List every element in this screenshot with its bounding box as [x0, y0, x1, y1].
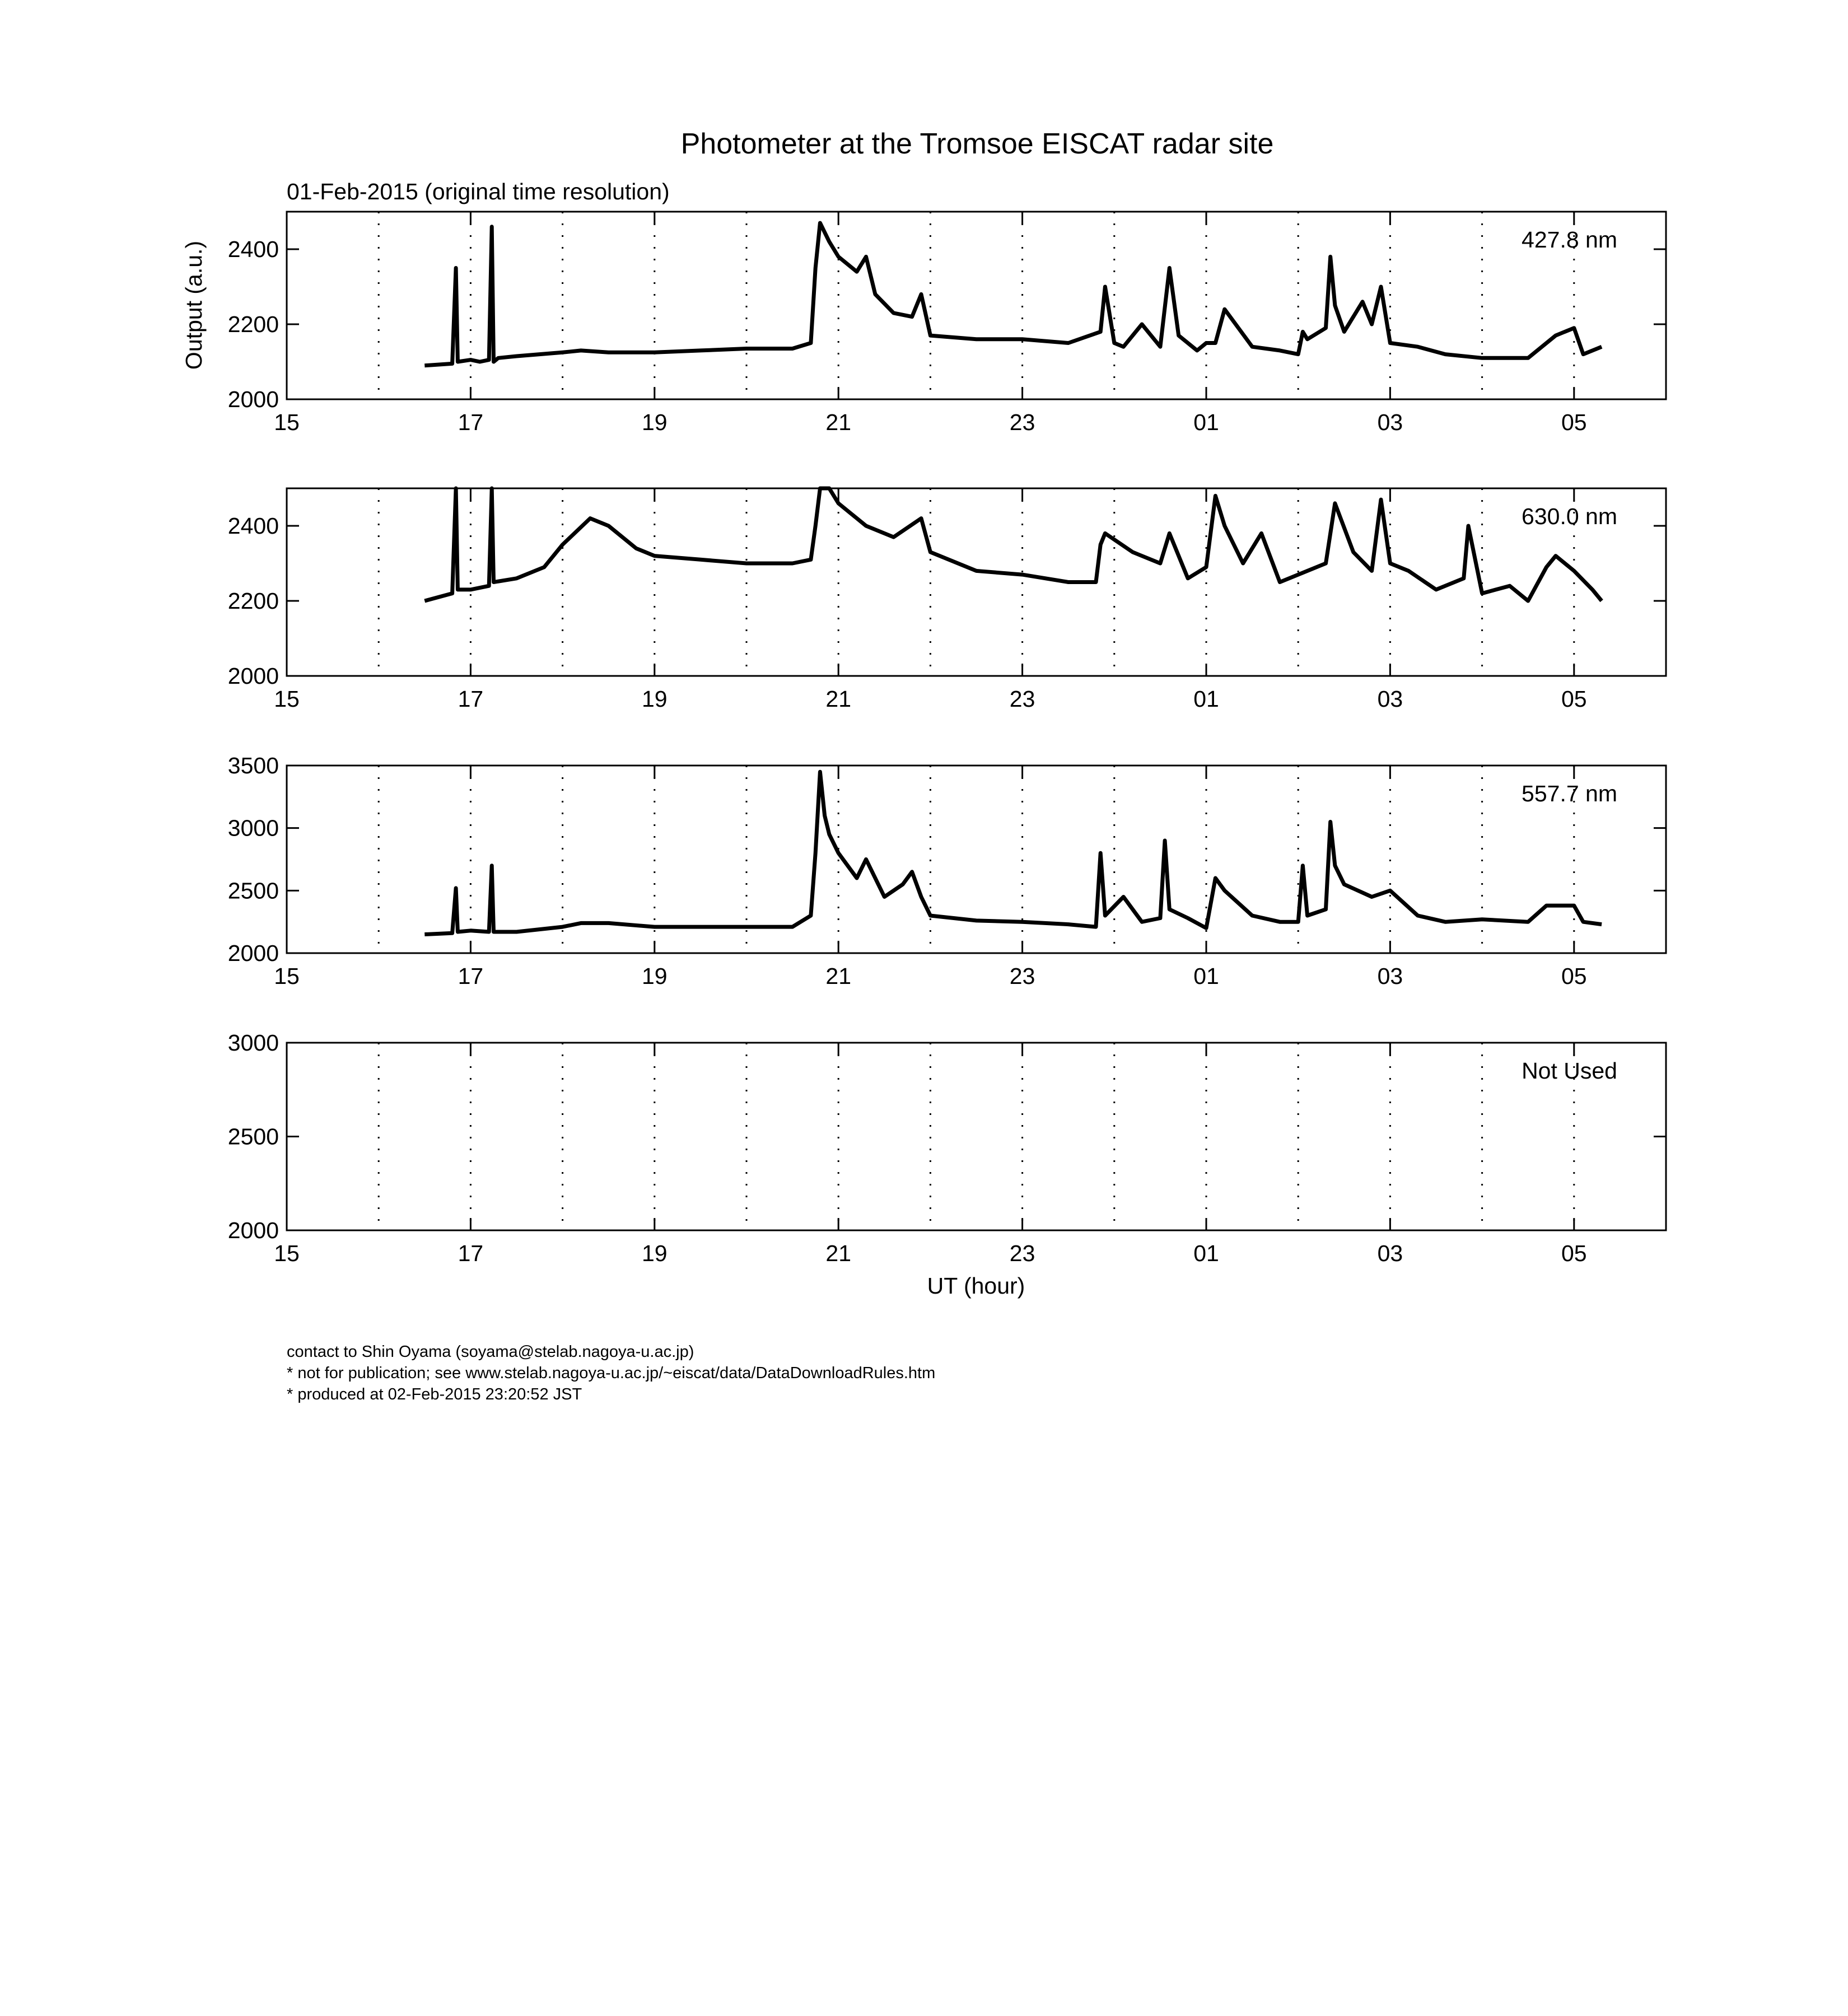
y-tick-label: 2400 [227, 236, 279, 262]
series-line [424, 223, 1602, 366]
x-tick-label: 15 [274, 1240, 300, 1266]
x-tick-label: 05 [1561, 409, 1587, 435]
series-line [424, 488, 1602, 601]
x-tick-label: 17 [458, 686, 484, 712]
y-tick-label: 2000 [227, 1217, 279, 1243]
x-tick-label: 23 [1009, 686, 1035, 712]
x-tick-label: 21 [825, 963, 852, 989]
panel-630-0-nm [228, 488, 1666, 712]
panel-427-8-nm [228, 212, 1666, 435]
x-tick-label: 17 [458, 963, 484, 989]
x-tick-label: 05 [1561, 963, 1587, 989]
x-tick-label: 17 [458, 409, 484, 435]
x-axis-label: UT (hour) [927, 1273, 1025, 1299]
footer-produced-at: * produced at 02-Feb-2015 23:20:52 JST [287, 1385, 582, 1403]
x-tick-label: 03 [1377, 963, 1403, 989]
x-tick-label: 23 [1009, 963, 1035, 989]
footer-notes [0, 1341, 1848, 1408]
chart-subtitle: 01-Feb-2015 (original time resolution) [287, 179, 670, 204]
x-tick-label: 15 [274, 409, 300, 435]
x-tick-label: 01 [1193, 409, 1219, 435]
x-tick-label: 15 [274, 686, 300, 712]
band-label: 557.7 nm [1522, 781, 1617, 806]
x-tick-label: 15 [274, 963, 300, 989]
series-line [424, 772, 1602, 934]
x-tick-label: 01 [1193, 1240, 1219, 1266]
footer-publication-note: * not for publication; see www.stelab.nagoya-u.ac.jp/~eiscat/data/DataDownloadRules.htm [287, 1364, 936, 1382]
x-tick-label: 03 [1377, 686, 1403, 712]
x-tick-label: 19 [641, 963, 668, 989]
y-tick-label: 2200 [227, 588, 279, 614]
y-tick-label: 2200 [227, 311, 279, 337]
y-tick-label: 3000 [227, 815, 279, 841]
x-tick-label: 05 [1561, 1240, 1587, 1266]
chart-title: Photometer at the Tromsoe EISCAT radar site [680, 128, 1274, 160]
band-label: Not Used [1522, 1058, 1617, 1084]
x-tick-label: 19 [641, 409, 668, 435]
band-label: 630.0 nm [1522, 503, 1617, 529]
y-tick-label: 2500 [227, 1123, 279, 1150]
band-label: 427.8 nm [1522, 227, 1617, 253]
x-tick-label: 23 [1009, 1240, 1035, 1266]
x-tick-label: 19 [641, 1240, 668, 1266]
x-tick-label: 19 [641, 686, 668, 712]
plot-frame [287, 1043, 1666, 1230]
y-axis-label: Output (a.u.) [181, 240, 207, 370]
y-tick-label: 2000 [227, 386, 279, 412]
x-tick-label: 17 [458, 1240, 484, 1266]
x-tick-label: 23 [1009, 409, 1035, 435]
x-tick-label: 21 [825, 1240, 852, 1266]
x-tick-label: 03 [1377, 1240, 1403, 1266]
y-tick-label: 2000 [227, 663, 279, 689]
x-tick-label: 03 [1377, 409, 1403, 435]
y-tick-label: 2000 [227, 940, 279, 966]
x-tick-label: 21 [825, 409, 852, 435]
panel-557-7-nm [228, 753, 1666, 989]
y-tick-label: 3500 [227, 753, 279, 778]
y-tick-label: 2400 [227, 513, 279, 539]
y-tick-label: 2500 [227, 878, 279, 904]
footer-contact: contact to Shin Oyama (soyama@stelab.nagoya-u.ac.jp) [287, 1343, 694, 1361]
y-tick-label: 3000 [227, 1030, 279, 1056]
x-tick-label: 05 [1561, 686, 1587, 712]
x-tick-label: 21 [825, 686, 852, 712]
x-tick-label: 01 [1193, 963, 1219, 989]
x-tick-label: 01 [1193, 686, 1219, 712]
panel-not-used [228, 1030, 1666, 1266]
